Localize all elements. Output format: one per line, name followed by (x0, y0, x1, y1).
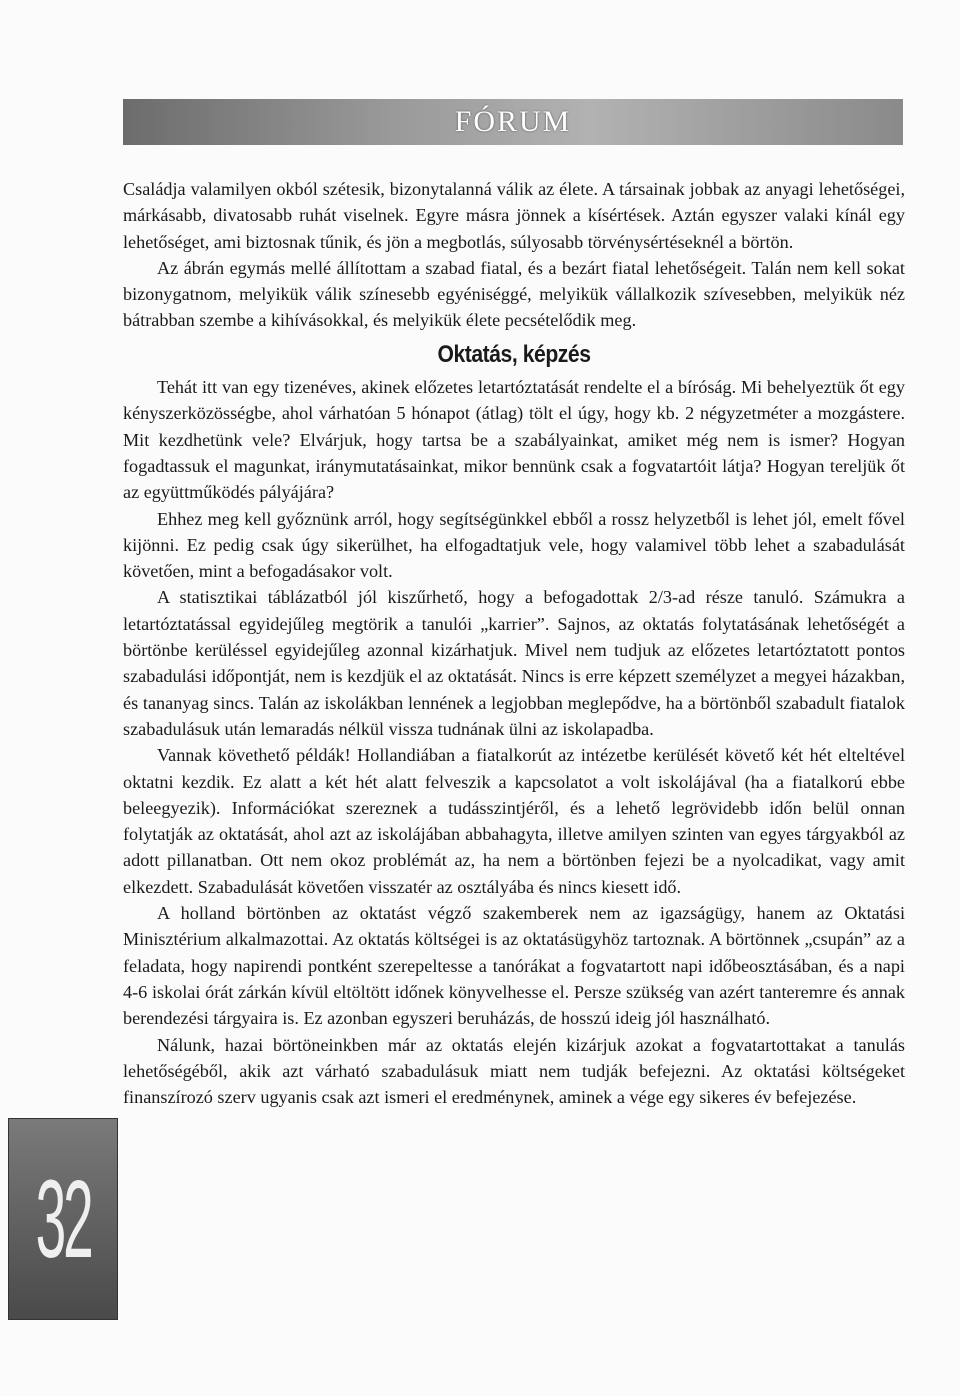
body-paragraph: Tehát itt van egy tizenéves, akinek előzetes letartóztatását rendelte el a bíróság. Mi behelyeztük őt egy kényszerközösségbe, ahol várhatóan 5 hónapot (átlag) tölt el úgy, hogy kb. 2 négyzetméter a mozgástere. Mit kezdhetünk vele? Elvárjuk, hogy tartsa be a szabályainkat, amiket még nem is ismer? Hogyan fogadtassuk el magunkat, iránymutatásainkat, mikor bennünk csak a fogvatartóit látja? Hogyan tereljük őt az együttműködés pályájára? (123, 377, 905, 503)
section-heading: Oktatás, képzés (437, 340, 591, 368)
body-paragraph: Vannak követhető példák! Hollandiában a fiatalkorút az intézetbe kerülését követő két hét elteltével oktatni kezdik. Ez alatt a két hét alatt felveszik a kapcsolatot a volt iskolájával (ha a fiatalkorú ebbe beleegyezik). Információkat szereznek a tudásszintjéről, és a lehető legrövidebb időn belül onnan folytatják az oktatását, ahol azt az iskolájában abbahagyta, illetve amilyen szinten van egyes tárgyakból az adott pillanatban. Ott nem okoz problémát az, ha nem a börtönben fejezi be a nyolcadikat, vagy amit elkezdett. Szabadulását követően visszatér az osztályába és nincs kiesett idő. (123, 745, 905, 897)
header-title: FÓRUM (454, 105, 572, 138)
page-number: 32 (35, 1157, 91, 1281)
body-paragraph: A statisztikai táblázatból jól kiszűrhető, hogy a befogadottak 2/3-ad része tanuló. Számukra a letartóztatással egyidejűleg megtörik a tanulói „karrier”. Sajnos, az oktatás folytatásának lehetőségét a börtönbe kerüléssel egyidejűleg azonnal kizárhatjuk. Mivel nem tudjuk az előzetes letartóztatott pontos szabadulási időpontját, nem is kezdjük el az oktatását. Nincs is erre képzett személyzet a megyei házakban, és tananyag sincs. Talán az iskolákban lennének a legjobban meglepődve, ha a börtönből szabadult fiatalok szabadulásuk után lemaradás nélkül vissza tudnának ülni az iskolapadba. (123, 587, 905, 739)
section-header-bar (123, 99, 903, 145)
intro-paragraph: Az ábrán egymás mellé állítottam a szabad fiatal, és a bezárt fiatal lehetőségeit. Talán nem kell sokat bizonygatnom, melyikük válik színesebb egyéniséggé, melyikük vállalkozik szívesebben, melyikük néz bátrabban szembe a kihívásokkal, és melyikük élete pecsételődik meg. (123, 257, 905, 331)
intro-paragraph: Családja valamilyen okból szétesik, bizonytalanná válik az élete. A társainak jobbak az anyagi lehetőségei, márkásabb, divatosabb ruhát viselnek. Egyre másra jönnek a kísértések. Aztán egyszer valaki kínál egy lehetőséget, ami biztosnak tűnik, és jön a megbotlás, súlyosabb törvénysértéseknél a börtön. (123, 179, 905, 252)
body-paragraph: Ehhez meg kell győznünk arról, hogy segítségünkkel ebből a rossz helyzetből is lehet jól, emelt fővel kijönni. Ez pedig csak úgy sikerülhet, ha elfogadtatjuk vele, hogy valamivel több lehet a szabadulását követően, mint a befogadásakor volt. (123, 508, 905, 582)
page-number-box (8, 1118, 118, 1320)
body-paragraph: A holland börtönben az oktatást végző szakemberek nem az igazságügy, hanem az Oktatási Minisztérium alkalmazottai. Az oktatás költségei is az oktatásügyhöz tartoznak. A börtönnek „csupán” az a feladata, hogy napirendi pontként szerepeltesse a tanórákat a fogvatartott napi időbeosztásában, és a napi 4-6 iskolai órát zárkán kívül eltöltött időnek könyvelhesse el. Persze szükség van azért tanteremre és annak berendezési tárgyaira is. Ez azonban egyszeri beruházás, de hosszú ideig jól használható. (123, 903, 905, 1029)
body-paragraph: Nálunk, hazai börtöneinkben már az oktatás elején kizárjuk azokat a fogvatartottakat a tanulás lehetőségéből, akik azt várható szabadulásuk miatt nem tudják befejezni. Az oktatási költségeket finanszírozó szerv ugyanis csak azt ismeri el eredménynek, aminek a vége egy sikeres év befejezése. (123, 1034, 905, 1108)
article-body (123, 176, 905, 1110)
